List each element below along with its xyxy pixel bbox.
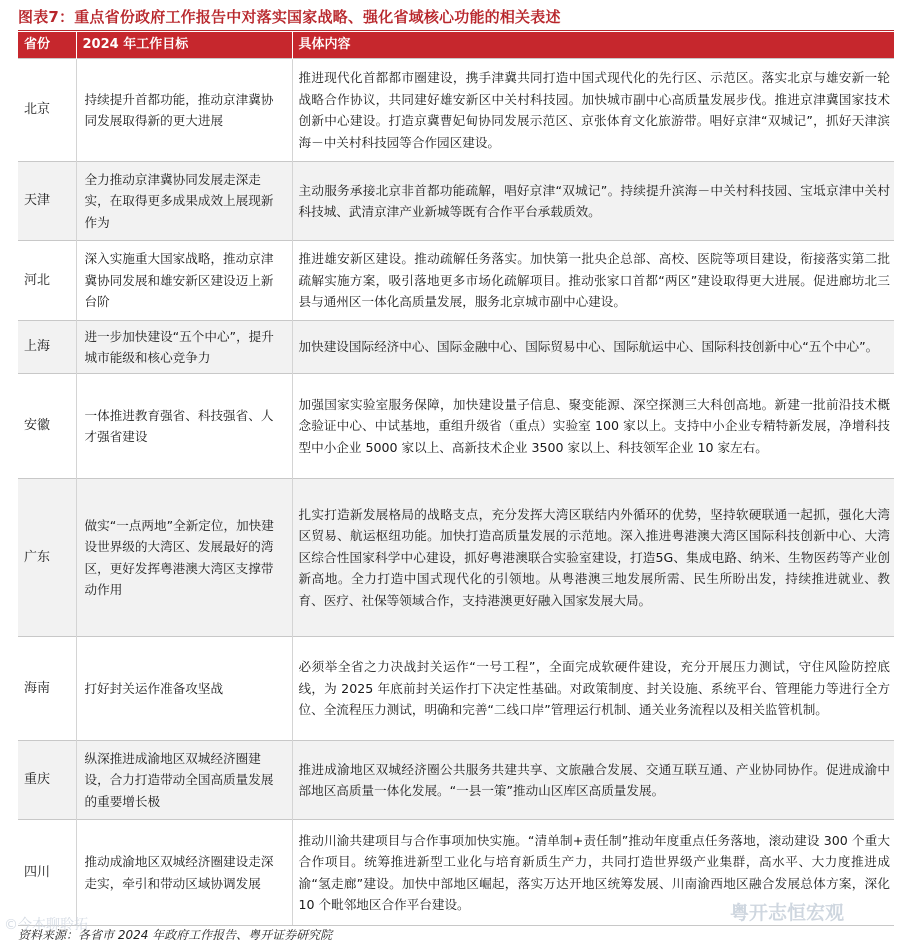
table-row [18, 479, 894, 637]
goal-cell: 打好封关运作准备攻坚战 [76, 637, 292, 741]
goal-cell: 进一步加快建设“五个中心”，提升城市能级和核心竞争力 [76, 321, 292, 374]
detail-cell: 加强国家实验室服务保障，加快建设量子信息、聚变能源、深空探测三大科创高地。新建一批前沿技术概念验证中心、中试基地，重组升级省（重点）实验室 100 家以上。支持中小企业专精特新发展，净增科技型中小企业 5000 家以上、高新技术企业 3500 家以上、科技领军企业 10 家左右。 [292, 374, 894, 479]
goal-cell: 深入实施重大国家战略，推动京津冀协同发展和雄安新区建设迈上新台阶 [76, 241, 292, 321]
table-row [18, 374, 894, 479]
strategy-table [18, 32, 894, 926]
table-row [18, 321, 894, 374]
province-cell: 海南 [18, 637, 76, 741]
detail-cell: 必须举全省之力决战封关运作“一号工程”，全面完成软硬件建设，充分开展压力测试，守住风险防控底线，为 2025 年底前封关运作打下决定性基础。对政策制度、封关设施、系统平台、管理能力等进行全方位、全流程压力测试，明确和完善“二线口岸”管理运行机制、通关业务流程以及相关监管机制。 [292, 637, 894, 741]
title-divider [18, 30, 894, 31]
province-cell: 河北 [18, 241, 76, 321]
figure-title: 图表7：重点省份政府工作报告中对落实国家战略、强化省域核心功能的相关表述 [18, 8, 561, 26]
goal-cell: 纵深推进成渝地区双城经济圈建设，合力打造带动全国高质量发展的重要增长极 [76, 741, 292, 820]
province-cell: 天津 [18, 162, 76, 241]
watermark-left: ©今本聊聆拓 [4, 917, 88, 933]
source-note: 资料来源：各省市 2024 年政府工作报告、粤开证券研究院 [18, 928, 333, 942]
province-cell: 安徽 [18, 374, 76, 479]
header-detail: 具体内容 [292, 32, 894, 59]
detail-cell: 扎实打造新发展格局的战略支点，充分发挥大湾区联结内外循环的优势，坚持软硬联通一起抓，强化大湾区贸易、航运枢纽功能。加快打造高质量发展的示范地。深入推进粤港澳大湾区国际科技创新中心、大湾区综合性国家科学中心建设，抓好粤港澳联合实验室建设，打造5G、集成电路、纳米、生物医药等产业创新高地。全力打造中国式现代化的引领地。从粤港澳三地发展所需、民生所盼出发，持续推进就业、教育、医疗、社保等领域合作，支持港澳更好融入国家发展大局。 [292, 479, 894, 637]
detail-cell: 推进雄安新区建设。推动疏解任务落实。加快第一批央企总部、高校、医院等项目建设，衔接落实第二批疏解实施方案，吸引落地更多市场化疏解项目。推动张家口首都“两区”建设取得更大进展。促进廊坊北三县与通州区一体化高质量发展，服务北京城市副中心建设。 [292, 241, 894, 321]
detail-cell: 主动服务承接北京非首都功能疏解，唱好京津“双城记”。持续提升滨海－中关村科技园、宝坻京津中关村科技城、武清京津产业新城等既有合作平台承载质效。 [292, 162, 894, 241]
goal-cell: 全力推动京津冀协同发展走深走实，在取得更多成果成效上展现新作为 [76, 162, 292, 241]
table-row [18, 162, 894, 241]
province-cell: 重庆 [18, 741, 76, 820]
detail-cell: 推动川渝共建项目与合作事项加快实施。“清单制+责任制”推动年度重点任务落地，滚动建设 300 个重大合作项目。统筹推进新型工业化与培育新质生产力，共同打造世界级产业集群，高水平、大力度推进成渝“氢走廊”建设。加快中部地区崛起，落实万达开地区统筹发展、川南渝西地区融合发展总体方案，深化 10 个毗邻地区合作平台建设。 [292, 820, 894, 926]
province-cell: 上海 [18, 321, 76, 374]
detail-cell: 推进成渝地区双城经济圈公共服务共建共享、文旅融合发展、交通互联互通、产业协同协作。促进成渝中部地区高质量一体化发展。“一县一策”推动山区库区高质量发展。 [292, 741, 894, 820]
detail-cell: 加快建设国际经济中心、国际金融中心、国际贸易中心、国际航运中心、国际科技创新中心“五个中心”。 [292, 321, 894, 374]
province-cell: 广东 [18, 479, 76, 637]
goal-cell: 一体推进教育强省、科技强省、人才强省建设 [76, 374, 292, 479]
province-cell: 北京 [18, 59, 76, 162]
table-header-row [18, 32, 894, 59]
table-row [18, 637, 894, 741]
table-row [18, 241, 894, 321]
watermark-right: 粤开志恒宏观 [730, 902, 845, 924]
goal-cell: 做实“一点两地”全新定位，加快建设世界级的大湾区、发展最好的湾区，更好发挥粤港澳大湾区支撑带动作用 [76, 479, 292, 637]
goal-cell: 持续提升首都功能，推动京津冀协同发展取得新的更大进展 [76, 59, 292, 162]
goal-cell: 推动成渝地区双城经济圈建设走深走实，牵引和带动区域协调发展 [76, 820, 292, 926]
province-cell: 四川 [18, 820, 76, 926]
header-goal: 2024 年工作目标 [76, 32, 292, 59]
detail-cell: 推进现代化首都都市圈建设，携手津冀共同打造中国式现代化的先行区、示范区。落实北京与雄安新一轮战略合作协议，共同建好雄安新区中关村科技园。加快城市副中心高质量发展步伐。推进京津冀国家技术创新中心建设。打造京冀曹妃甸协同发展示范区、京张体育文化旅游带。唱好京津“双城记”，抓好天津滨海－中关村科技园等合作园区建设。 [292, 59, 894, 162]
header-province: 省份 [18, 32, 76, 59]
table-row [18, 741, 894, 820]
table-row [18, 59, 894, 162]
